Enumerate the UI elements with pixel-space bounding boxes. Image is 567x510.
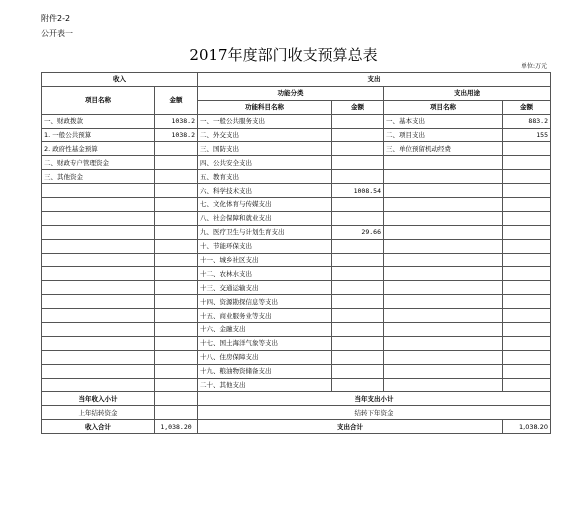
carry-in-amount — [155, 406, 198, 420]
expenditure-total-label: 支出合计 — [198, 420, 503, 434]
function-subject-cell: 十二、农林水支出 — [198, 267, 332, 281]
function-subject-cell: 十四、资源勘探信息等支出 — [198, 295, 332, 309]
income-total-amount: 1,038.20 — [155, 420, 198, 434]
carry-in-label: 上年结转资金 — [42, 406, 155, 420]
income-amount-cell — [155, 225, 198, 239]
income-item-cell — [42, 281, 155, 295]
carryover-row — [42, 406, 551, 420]
purpose-amount-cell: 883.2 — [503, 114, 551, 128]
income-header: 收入 — [42, 73, 198, 87]
purpose-amount-cell — [503, 156, 551, 170]
function-amount-cell — [332, 142, 384, 156]
income-subtotal-amount — [155, 392, 198, 406]
function-amount-cell — [332, 239, 384, 253]
purpose-amount-cell — [503, 184, 551, 198]
table-row — [42, 364, 551, 378]
income-item-name-header: 项目名称 — [42, 86, 155, 114]
expenditure-header: 支出 — [198, 73, 551, 87]
function-amount-header: 金额 — [332, 100, 384, 114]
income-amount-cell — [155, 323, 198, 337]
table-row — [42, 184, 551, 198]
purpose-item-cell — [384, 156, 503, 170]
purpose-amount-cell — [503, 198, 551, 212]
purpose-amount-cell — [503, 170, 551, 184]
function-amount-cell — [332, 336, 384, 350]
income-amount-cell: 1038.2 — [155, 114, 198, 128]
purpose-item-cell — [384, 323, 503, 337]
purpose-item-cell — [384, 281, 503, 295]
income-amount-cell — [155, 281, 198, 295]
purpose-amount-cell — [503, 281, 551, 295]
function-amount-cell — [332, 378, 384, 392]
income-amount-cell — [155, 295, 198, 309]
table-row — [42, 114, 551, 128]
purpose-item-cell — [384, 378, 503, 392]
table-row — [42, 323, 551, 337]
expenditure-total-amount: 1,038.20 — [503, 420, 551, 434]
income-item-cell — [42, 211, 155, 225]
income-item-cell: 2. 政府性基金预算 — [42, 142, 155, 156]
function-amount-cell — [332, 253, 384, 267]
purpose-amount-cell — [503, 239, 551, 253]
function-subject-cell: 五、教育支出 — [198, 170, 332, 184]
income-amount-cell — [155, 239, 198, 253]
function-amount-cell — [332, 309, 384, 323]
public-table-label: 公开表一 — [41, 29, 73, 38]
income-item-cell — [42, 350, 155, 364]
function-subject-cell: 三、国防支出 — [198, 142, 332, 156]
income-item-cell — [42, 198, 155, 212]
income-item-cell — [42, 225, 155, 239]
function-subject-cell: 十三、交通运输支出 — [198, 281, 332, 295]
income-amount-cell — [155, 170, 198, 184]
total-row — [42, 420, 551, 434]
function-subject-cell: 六、科学技术支出 — [198, 184, 332, 198]
purpose-amount-cell — [503, 364, 551, 378]
table-row — [42, 267, 551, 281]
function-amount-cell — [332, 156, 384, 170]
table-row — [42, 309, 551, 323]
purpose-amount-cell — [503, 211, 551, 225]
income-total-label: 收入合计 — [42, 420, 155, 434]
function-subject-cell: 八、社会保障和就业支出 — [198, 211, 332, 225]
purpose-amount-cell — [503, 336, 551, 350]
unit-label: 单位:万元 — [520, 63, 547, 70]
purpose-item-cell — [384, 211, 503, 225]
function-subject-cell: 二、外交支出 — [198, 128, 332, 142]
purpose-item-cell — [384, 198, 503, 212]
income-item-cell — [42, 184, 155, 198]
function-amount-cell: 29.66 — [332, 225, 384, 239]
purpose-amount-cell — [503, 323, 551, 337]
income-amount-cell: 1038.2 — [155, 128, 198, 142]
income-amount-cell — [155, 142, 198, 156]
income-amount-cell — [155, 211, 198, 225]
function-subject-cell: 十六、金融支出 — [198, 323, 332, 337]
function-amount-cell: 1008.54 — [332, 184, 384, 198]
function-amount-cell — [332, 295, 384, 309]
function-subject-cell: 十七、国土海洋气象等支出 — [198, 336, 332, 350]
purpose-amount-header: 金额 — [503, 100, 551, 114]
income-item-cell — [42, 378, 155, 392]
table-row — [42, 378, 551, 392]
table-row — [42, 142, 551, 156]
income-item-cell — [42, 336, 155, 350]
function-subject-cell: 四、公共安全支出 — [198, 156, 332, 170]
function-amount-cell — [332, 267, 384, 281]
table-row — [42, 281, 551, 295]
expenditure-purpose-header: 支出用途 — [384, 86, 551, 100]
purpose-amount-cell — [503, 142, 551, 156]
function-amount-cell — [332, 364, 384, 378]
income-amount-cell — [155, 156, 198, 170]
purpose-item-cell: 二、项目支出 — [384, 128, 503, 142]
purpose-item-cell — [384, 309, 503, 323]
income-item-cell — [42, 364, 155, 378]
income-amount-header: 金额 — [155, 86, 198, 114]
purpose-item-cell — [384, 239, 503, 253]
purpose-item-cell — [384, 184, 503, 198]
purpose-amount-cell — [503, 253, 551, 267]
expenditure-subtotal-label: 当年支出小计 — [198, 392, 551, 406]
income-amount-cell — [155, 336, 198, 350]
income-amount-cell — [155, 350, 198, 364]
carry-out-label: 结转下年资金 — [198, 406, 551, 420]
purpose-item-cell — [384, 336, 503, 350]
income-amount-cell — [155, 253, 198, 267]
purpose-item-cell — [384, 364, 503, 378]
function-subject-cell: 七、文化体育与传媒支出 — [198, 198, 332, 212]
purpose-amount-cell — [503, 350, 551, 364]
function-amount-cell — [332, 211, 384, 225]
income-item-cell: 1. 一般公共预算 — [42, 128, 155, 142]
table-row — [42, 336, 551, 350]
table-row — [42, 156, 551, 170]
income-item-cell — [42, 239, 155, 253]
function-subject-cell: 十一、城乡社区支出 — [198, 253, 332, 267]
function-subject-cell: 十、节能环保支出 — [198, 239, 332, 253]
purpose-item-cell — [384, 350, 503, 364]
purpose-amount-cell — [503, 225, 551, 239]
purpose-amount-cell — [503, 378, 551, 392]
purpose-item-cell — [384, 225, 503, 239]
function-class-header: 功能分类 — [198, 86, 384, 100]
table-row — [42, 198, 551, 212]
function-amount-cell — [332, 114, 384, 128]
purpose-item-name-header: 项目名称 — [384, 100, 503, 114]
table-body — [42, 114, 551, 392]
purpose-amount-cell — [503, 309, 551, 323]
purpose-item-cell — [384, 170, 503, 184]
purpose-amount-cell — [503, 295, 551, 309]
income-item-cell — [42, 295, 155, 309]
income-item-cell — [42, 323, 155, 337]
income-amount-cell — [155, 267, 198, 281]
function-amount-cell — [332, 170, 384, 184]
table-row — [42, 128, 551, 142]
income-amount-cell — [155, 364, 198, 378]
income-item-cell — [42, 253, 155, 267]
table-row — [42, 225, 551, 239]
income-amount-cell — [155, 184, 198, 198]
budget-table — [41, 72, 551, 434]
function-amount-cell — [332, 350, 384, 364]
purpose-item-cell — [384, 295, 503, 309]
purpose-item-cell — [384, 267, 503, 281]
function-subject-cell: 九、医疗卫生与计划生育支出 — [198, 225, 332, 239]
purpose-amount-cell — [503, 267, 551, 281]
purpose-item-cell: 三、单位预留机动经费 — [384, 142, 503, 156]
function-subject-cell: 二十、其他支出 — [198, 378, 332, 392]
income-item-cell — [42, 309, 155, 323]
header-row-2 — [42, 86, 551, 100]
income-item-cell: 一、财政拨款 — [42, 114, 155, 128]
purpose-item-cell — [384, 253, 503, 267]
table-row — [42, 170, 551, 184]
purpose-amount-cell: 155 — [503, 128, 551, 142]
function-amount-cell — [332, 281, 384, 295]
table-row — [42, 295, 551, 309]
header-row-1 — [42, 73, 551, 87]
income-subtotal-label: 当年收入小计 — [42, 392, 155, 406]
page-title: 2017年度部门收支预算总表 — [189, 46, 378, 64]
function-amount-cell — [332, 323, 384, 337]
function-amount-cell — [332, 198, 384, 212]
table-row — [42, 239, 551, 253]
income-amount-cell — [155, 309, 198, 323]
income-amount-cell — [155, 198, 198, 212]
subtotal-row — [42, 392, 551, 406]
function-amount-cell — [332, 128, 384, 142]
income-amount-cell — [155, 378, 198, 392]
attachment-label: 附件2-2 — [41, 14, 71, 23]
function-subject-name-header: 功能科目名称 — [198, 100, 332, 114]
table-row — [42, 253, 551, 267]
function-subject-cell: 十九、粮油物资储备支出 — [198, 364, 332, 378]
income-item-cell — [42, 267, 155, 281]
purpose-item-cell: 一、基本支出 — [384, 114, 503, 128]
table-row — [42, 350, 551, 364]
function-subject-cell: 十五、商业服务业等支出 — [198, 309, 332, 323]
income-item-cell: 二、财政专户管理资金 — [42, 156, 155, 170]
function-subject-cell: 十八、住房保障支出 — [198, 350, 332, 364]
income-item-cell: 三、其他资金 — [42, 170, 155, 184]
function-subject-cell: 一、一般公共服务支出 — [198, 114, 332, 128]
table-row — [42, 211, 551, 225]
